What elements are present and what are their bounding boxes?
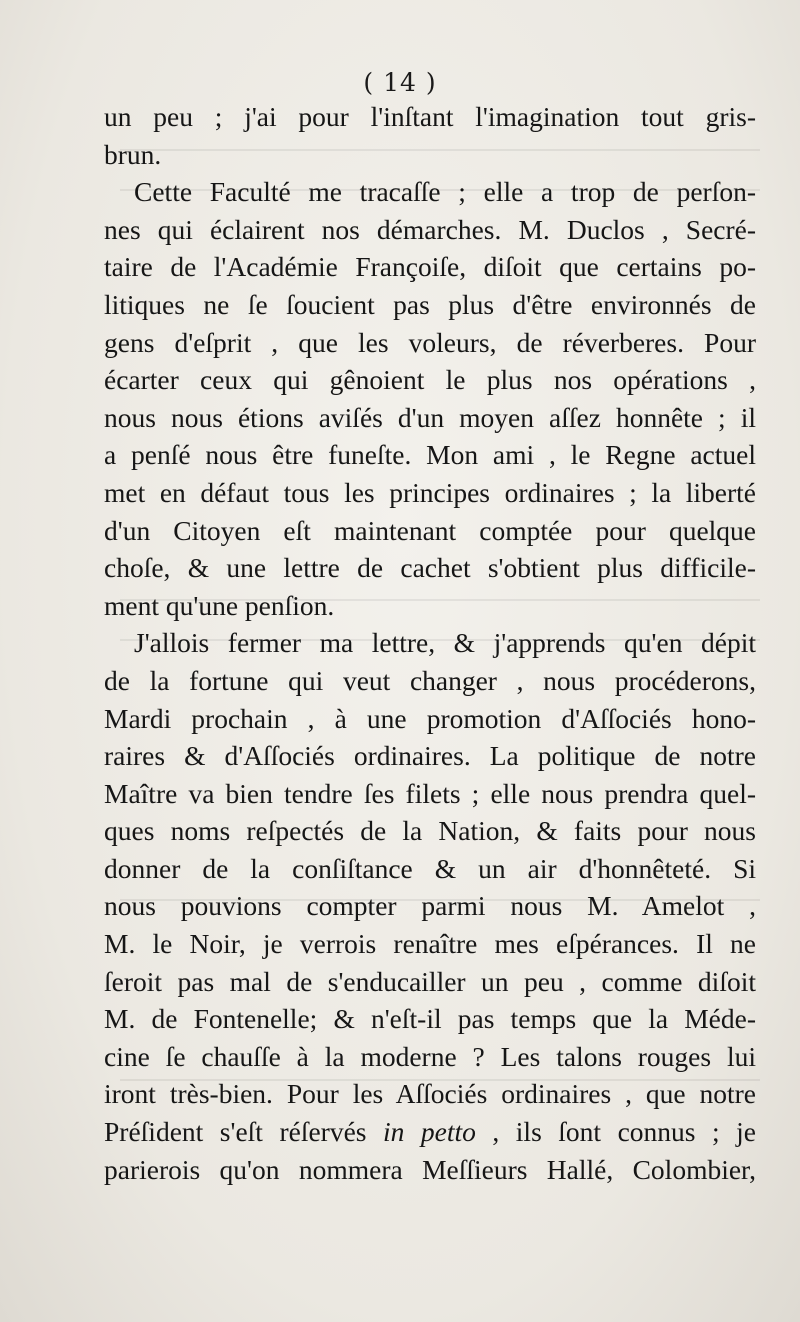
text-line: a penſé nous être funeſte. Mon ami , le Regne actuel <box>104 439 756 471</box>
text-line: iront très-bien. Pour les Aſſociés ordinaires , que notre <box>104 1078 756 1110</box>
text-line: taire de l'Académie Françoiſe, diſoit que certains po- <box>104 251 756 283</box>
text-line: M. de Fontenelle; & n'eſt-il pas temps que la Méde- <box>104 1003 756 1035</box>
text-line: cine ſe chauſſe à la moderne ? Les talons rouges lui <box>104 1040 756 1072</box>
text-line: litiques ne ſe ſoucient pas plus d'être environnés de <box>104 288 756 320</box>
text-line-with-italic <box>104 1113 756 1151</box>
text-line: nes qui éclairent nos démarches. M. Duclos , Secré- <box>104 213 756 245</box>
text-line: d'un Citoyen eſt maintenant comptée pour quelque <box>104 514 756 546</box>
text-line: nous nous étions aviſés d'un moyen aſſez honnête ; il <box>104 401 756 433</box>
text-line: donner de la conſiſtance & un air d'honnêteté. Si <box>104 852 756 884</box>
text-line: un peu ; j'ai pour l'inſtant l'imagination tout gris- <box>104 101 756 132</box>
page-number: ( 14 ) <box>363 68 437 97</box>
text-line: gens d'eſprit , que les voleurs, de réverberes. Pour <box>104 326 756 358</box>
body-text <box>104 98 756 1188</box>
text-line: de la fortune qui veut changer , nous procéderons, <box>104 664 756 696</box>
text-line: choſe, & une lettre de cachet s'obtient plus difficile- <box>104 552 756 584</box>
text-segment: Préſident s'eſt réſervés <box>104 1116 367 1148</box>
paragraph-start-line: Cette Faculté me tracaſſe ; elle a trop de perſon- <box>134 176 756 208</box>
text-line: met en défaut tous les principes ordinaires ; la liberté <box>104 476 756 508</box>
text-line: brun. <box>104 138 162 170</box>
text-line: M. le Noir, je verrois renaître mes eſpérances. Il ne <box>104 928 756 960</box>
text-line: ſeroit pas mal de s'enducailler un peu , comme diſoit <box>104 965 756 997</box>
text-line: écarter ceux qui gênoient le plus nos opérations , <box>104 364 756 396</box>
text-line: nous pouvions compter parmi nous M. Amelot , <box>104 890 756 922</box>
text-line: Maître va bien tendre ſes filets ; elle nous prendra quel- <box>104 777 756 809</box>
text-line: ques noms reſpectés de la Nation, & faits pour nous <box>104 815 756 847</box>
paragraph-start-line: J'allois fermer ma lettre, & j'apprends qu'en dépit <box>134 627 756 659</box>
text-line: ment qu'une penſion. <box>104 589 335 621</box>
text-line: raires & d'Aſſociés ordinaires. La politique de notre <box>104 740 756 772</box>
text-line: parierois qu'on nommera Meſſieurs Hallé, Colombier, <box>104 1153 756 1185</box>
text-segment: , ils ſont connus ; je <box>492 1116 756 1148</box>
italic-phrase: in petto <box>383 1116 476 1148</box>
text-line: Mardi prochain , à une promotion d'Aſſociés hono- <box>104 702 756 734</box>
